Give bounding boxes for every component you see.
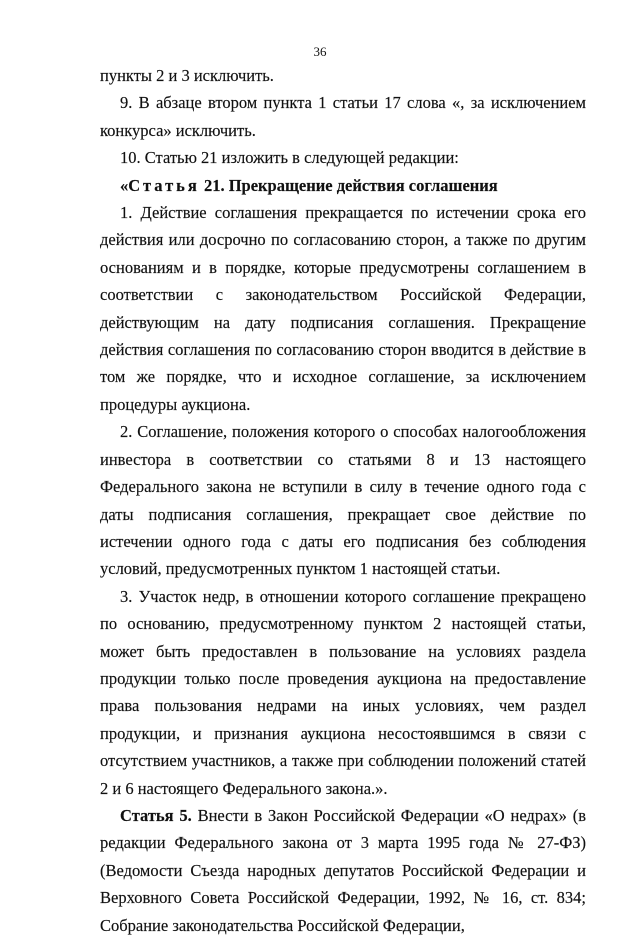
paragraph-text: 9. В абзаце втором пункта 1 статьи 17 слова «, за исключением конкурса» исключить. — [100, 93, 586, 140]
article-word: Статья — [128, 175, 200, 195]
paragraph-item-9 — [100, 89, 586, 144]
article-clause-1 — [100, 199, 586, 418]
paragraph-text: 10. Статью 21 изложить в следующей редакции: — [120, 148, 459, 168]
paragraph-text: 1. Действие соглашения прекращается по истечении срока его действия или досрочно по согласованию сторон, а также по другим основаниям и в порядке, которые предусмотрены соглашением в соответствии с законодательством Российской Федерации, действующим на дату подписания соглашения. Прекращение действия соглашения по согласованию сторон вводится в действие в том же порядке, что и исходное соглашение, за исключением процедуры аукциона. — [100, 203, 586, 414]
paragraph-text: пункты 2 и 3 исключить. — [100, 66, 274, 85]
article-clause-3 — [100, 583, 586, 802]
paragraph-text: 3. Участок недр, в отношении которого соглашение прекращено по основанию, предусмотренному пунктом 2 настоящей статьи, может быть предоставлен в пользование на условиях раздела продукции только после проведения аукциона на предоставление права пользования недрами на иных условиях, чем раздел продукции, и признания аукциона несостоявшимся в связи с отсутствием участников, а также при соблюдении положений статей 2 и 6 настоящего Федерального закона.». — [100, 586, 586, 798]
article-5-label: Статья 5. — [120, 805, 192, 825]
article-clause-2 — [100, 418, 586, 582]
article-5-paragraph — [100, 802, 586, 939]
article-heading — [100, 172, 586, 199]
document-body — [100, 62, 586, 939]
opening-quote: « — [120, 175, 129, 195]
paragraph-fragment — [100, 62, 586, 89]
paragraph-item-10 — [100, 144, 586, 171]
page-number: 36 — [313, 44, 327, 59]
paragraph-text: Внести в Закон Российской Федерации «О недрах» (в редакции Федерального закона от 3 марта 1995 года № 27-ФЗ) (Ведомости Съезда народных депутатов Российской Федерации и Верховного Совета Российской Федерации, 1992, № 16, ст. 834; Собрание законодательства Российской Федерации, — [100, 805, 586, 935]
article-title: 21. Прекращение действия соглашения — [199, 175, 498, 195]
paragraph-text: 2. Соглашение, положения которого о способах налогообложения инвестора в соответствии со статьями 8 и 13 настоящего Федерального закона не вступили в силу в течение одного года с даты подписания соглашения, прекращает свое действие по истечении одного года с даты его подписания без соблюдения условий, предусмотренных пунктом 1 настоящей статьи. — [100, 422, 586, 579]
